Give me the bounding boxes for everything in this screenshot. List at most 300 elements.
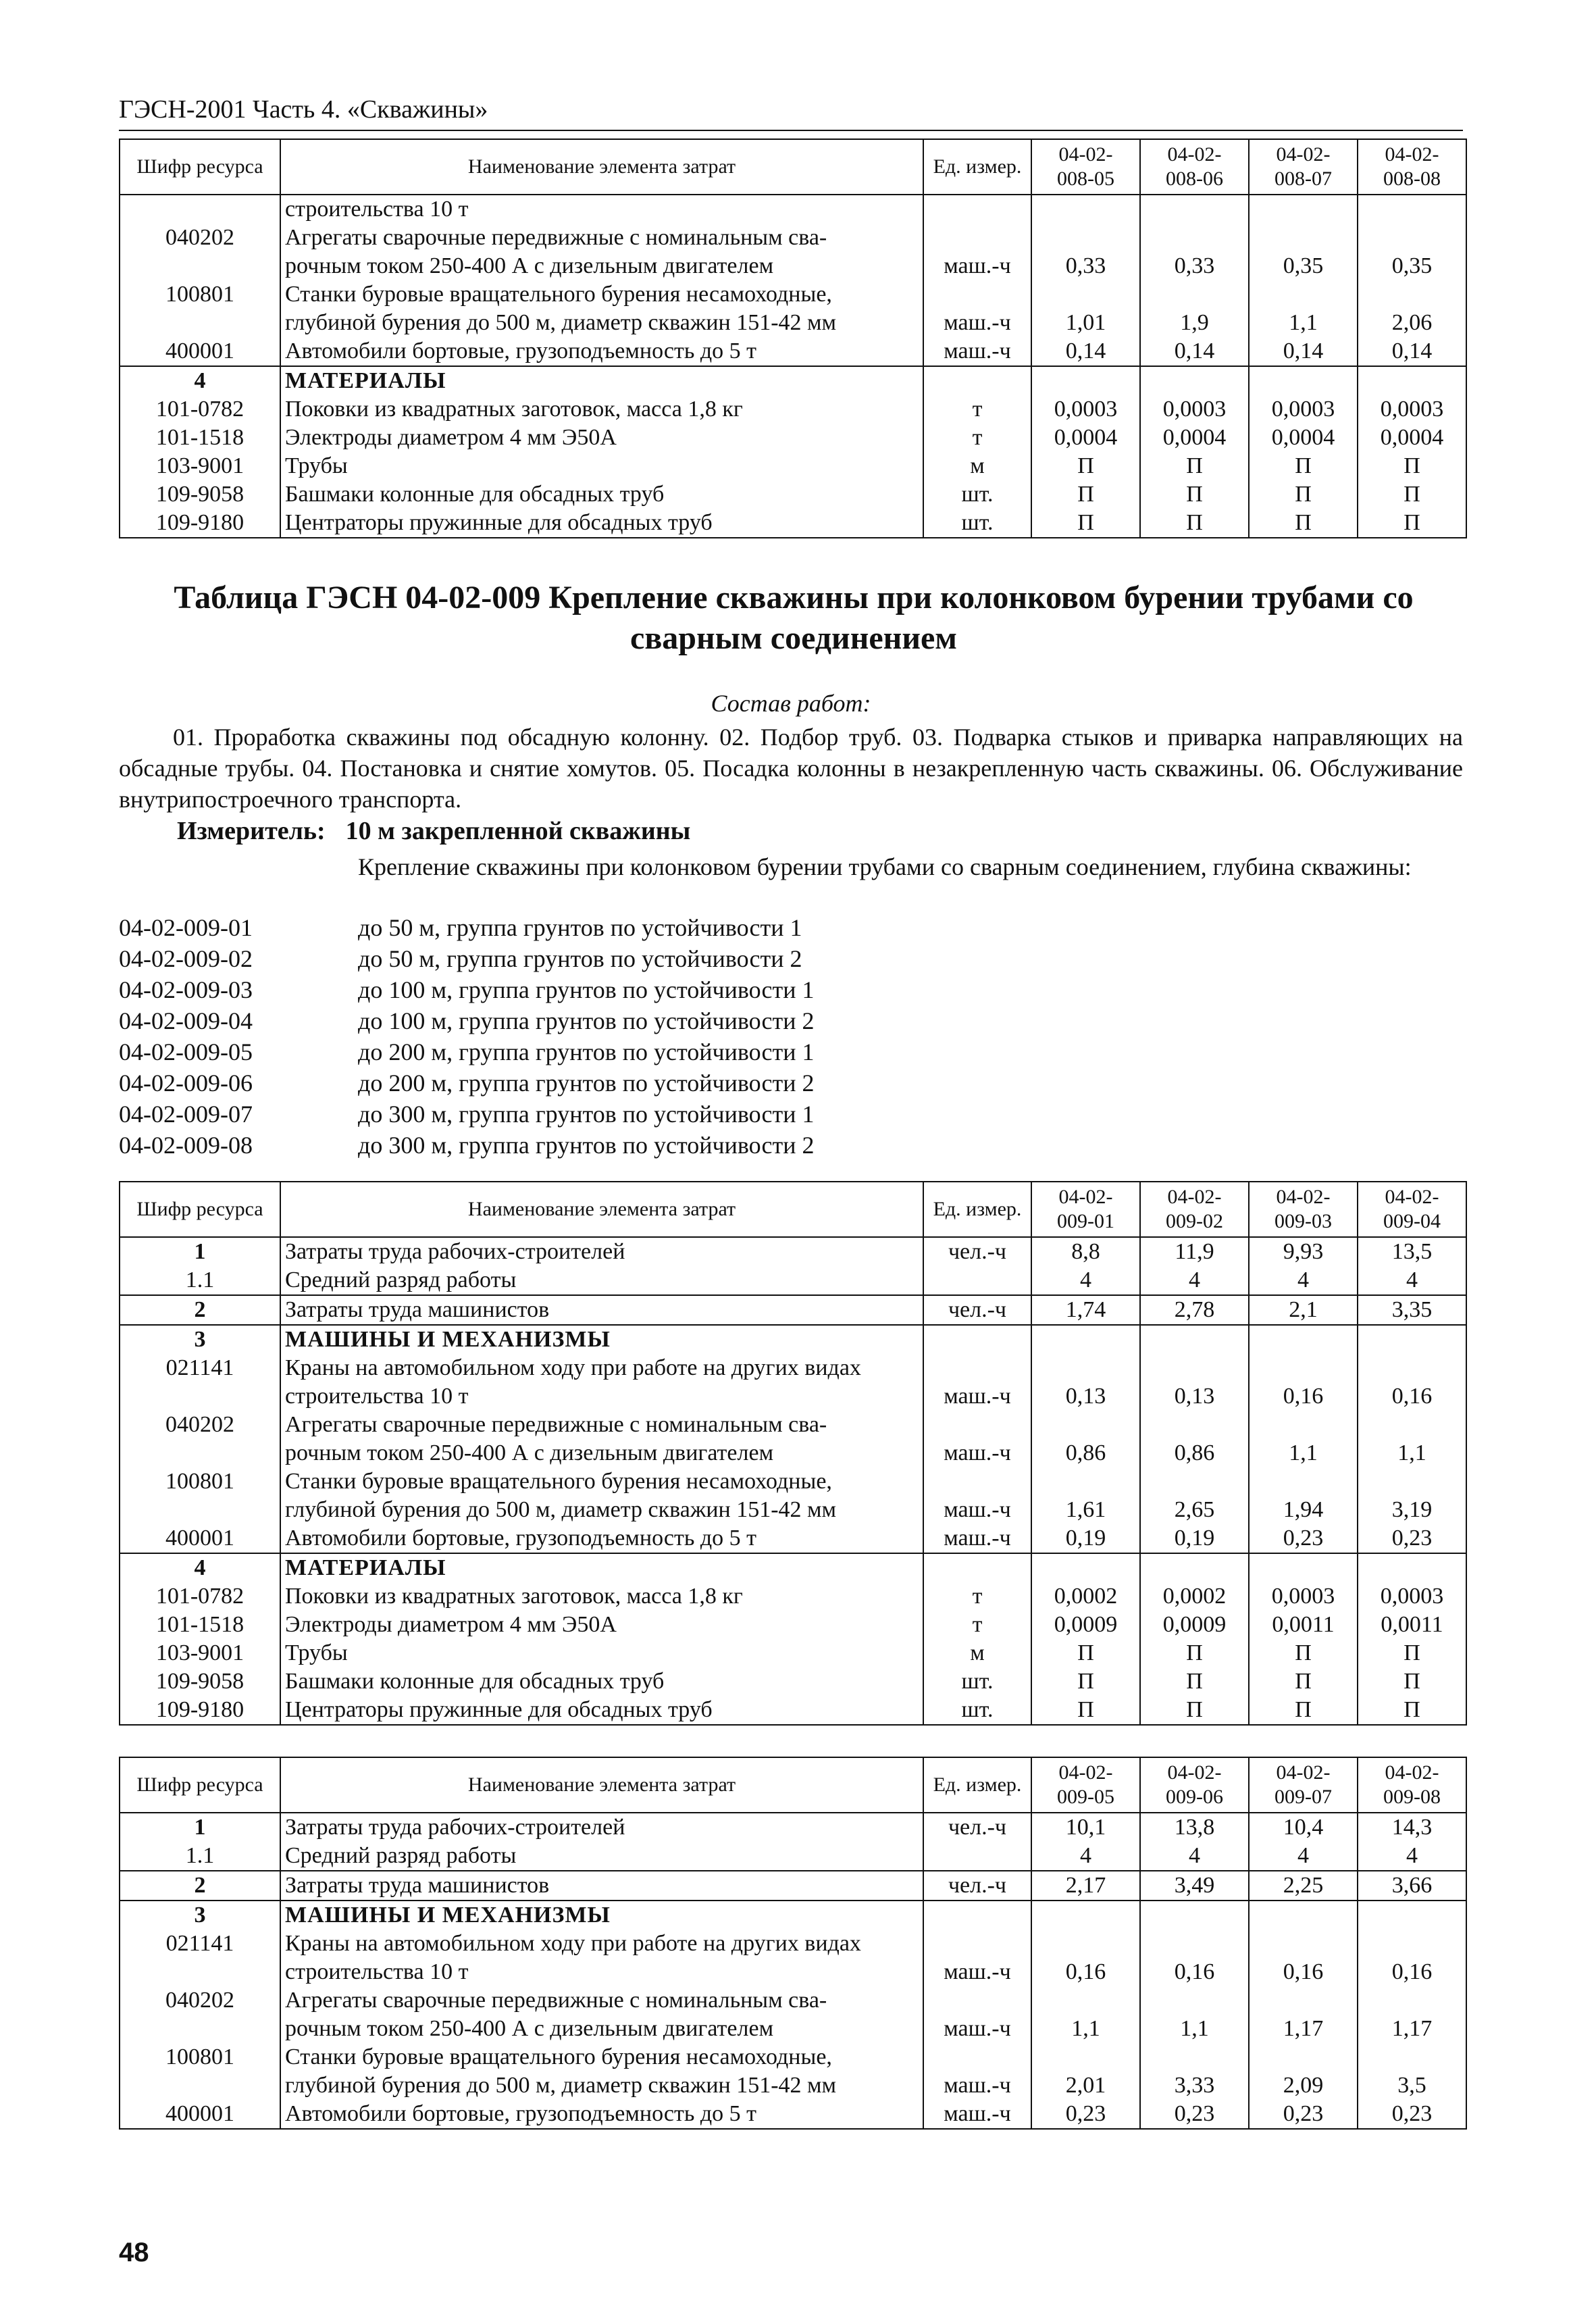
- header-norm-code: [1249, 139, 1358, 195]
- row-code: 1.1: [120, 1266, 280, 1295]
- row-value: 0,16: [1031, 1930, 1140, 1986]
- row-value: [1249, 1901, 1358, 1930]
- row-value: 0,23: [1249, 2100, 1358, 2129]
- row-value: 4: [1031, 1842, 1140, 1871]
- variant-code: 04-02-009-06: [119, 1070, 253, 1097]
- row-value: 0,13: [1031, 1354, 1140, 1411]
- row-unit: [923, 195, 1031, 224]
- row-value: 4: [1031, 1266, 1140, 1295]
- row-value: 0,16: [1249, 1930, 1358, 1986]
- header-code: Шифр ресурса: [120, 1182, 280, 1237]
- row-value: П: [1249, 452, 1358, 480]
- row-value: 3,33: [1140, 2043, 1249, 2100]
- row-value: 2,25: [1249, 1871, 1358, 1901]
- row-name: [280, 2043, 923, 2100]
- row-name: [280, 1354, 923, 1411]
- row-unit: [923, 1842, 1031, 1871]
- row-unit: маш.-ч: [923, 1930, 1031, 1986]
- row-value: П: [1249, 1667, 1358, 1696]
- row-code: 109-9180: [120, 1696, 280, 1725]
- row-value: 10,4: [1249, 1813, 1358, 1842]
- row-name: [280, 1611, 923, 1639]
- row-name-line: Затраты труда машинистов: [285, 1873, 550, 1898]
- row-value: 0,86: [1031, 1411, 1140, 1467]
- row-value: 0,14: [1358, 337, 1466, 366]
- row-value: 0,0009: [1031, 1611, 1140, 1639]
- row-value: 0,0004: [1249, 424, 1358, 452]
- variant-item: [119, 1005, 814, 1036]
- row-name-line: Средний разряд работы: [285, 1843, 517, 1868]
- row-name: [280, 480, 923, 509]
- table-row: [120, 1295, 1466, 1325]
- row-value: 0,0003: [1249, 395, 1358, 424]
- row-name-line: Электроды диаметром 4 мм Э50А: [285, 1612, 617, 1637]
- row-name-line: Поковки из квадратных заготовок, масса 1,8 кг: [285, 397, 743, 422]
- row-name-line: Затраты труда рабочих-строителей: [285, 1239, 625, 1264]
- row-name: [280, 1295, 923, 1325]
- row-value: 4: [1358, 1842, 1466, 1871]
- row-value: 0,0003: [1358, 395, 1466, 424]
- row-value: [1140, 1901, 1249, 1930]
- row-unit: маш.-ч: [923, 2100, 1031, 2129]
- variant-code: 04-02-009-01: [119, 914, 253, 941]
- row-value: П: [1031, 1696, 1140, 1725]
- variant-item: [119, 943, 814, 974]
- row-code: 109-9058: [120, 480, 280, 509]
- row-value: П: [1358, 1639, 1466, 1667]
- header-name: Наименование элемента затрат: [280, 139, 923, 195]
- row-name-line: Трубы: [285, 1640, 348, 1665]
- row-name-line: МАШИНЫ И МЕХАНИЗМЫ: [285, 1327, 611, 1352]
- header-norm-code-line: 009-07: [1275, 1786, 1332, 1808]
- row-unit: маш.-ч: [923, 280, 1031, 337]
- row-name: [280, 195, 923, 224]
- row-value: [1249, 366, 1358, 395]
- row-value: 0,19: [1140, 1524, 1249, 1553]
- row-code: 101-1518: [120, 1611, 280, 1639]
- row-value: 0,33: [1140, 224, 1249, 280]
- row-code: 4: [120, 1553, 280, 1582]
- row-unit: [923, 1901, 1031, 1930]
- row-name: [280, 1667, 923, 1696]
- row-value: 0,0003: [1031, 395, 1140, 424]
- header-norm-code: [1140, 1182, 1249, 1237]
- row-name-line: Электроды диаметром 4 мм Э50А: [285, 425, 617, 450]
- row-name-line: МАТЕРИАЛЫ: [285, 368, 446, 393]
- row-value: 0,0003: [1249, 1582, 1358, 1611]
- row-value: 0,23: [1031, 2100, 1140, 2129]
- header-norm-code-line: 04-02-: [1276, 1761, 1331, 1784]
- row-value: 0,0002: [1140, 1582, 1249, 1611]
- row-code: 4: [120, 366, 280, 395]
- variant-item: [119, 1036, 814, 1067]
- row-code: 400001: [120, 2100, 280, 2129]
- row-unit: чел.-ч: [923, 1813, 1031, 1842]
- row-value: 1,9: [1140, 280, 1249, 337]
- variant-item: [119, 912, 814, 943]
- table-row: [120, 1553, 1466, 1582]
- row-name: [280, 280, 923, 337]
- row-name: [280, 1524, 923, 1553]
- row-code: 1: [120, 1237, 280, 1266]
- row-code: 101-0782: [120, 395, 280, 424]
- measure-label: Измеритель:: [177, 817, 326, 845]
- row-unit: [923, 1325, 1031, 1354]
- row-value: 0,14: [1249, 337, 1358, 366]
- row-name: [280, 1901, 923, 1930]
- row-code: 100801: [120, 1467, 280, 1524]
- row-unit: чел.-ч: [923, 1237, 1031, 1266]
- row-name-line: Агрегаты сварочные передвижные с номинальным сва-: [285, 225, 827, 250]
- row-value: 2,17: [1031, 1871, 1140, 1901]
- row-name-line: строительства 10 т: [285, 1959, 469, 1984]
- row-unit: маш.-ч: [923, 337, 1031, 366]
- row-name: [280, 1325, 923, 1354]
- resource-table-008: [119, 139, 1467, 538]
- table-row: [120, 1842, 1466, 1871]
- table-row: [120, 1354, 1466, 1411]
- row-value: П: [1031, 1639, 1140, 1667]
- row-name-line: глубиной бурения до 500 м, диаметр скважин 151-42 мм: [285, 310, 837, 335]
- variants-list: [119, 912, 814, 1161]
- header-norm-code-line: 04-02-: [1385, 1186, 1439, 1208]
- row-value: 3,19: [1358, 1467, 1466, 1524]
- row-value: П: [1358, 509, 1466, 538]
- row-value: П: [1140, 1667, 1249, 1696]
- row-name-line: строительства 10 т: [285, 197, 469, 222]
- row-unit: шт.: [923, 1667, 1031, 1696]
- composition-text: 01. Проработка скважины под обсадную колонну. 02. Подбор труб. 03. Подварка стыков и приварка направляющих на обсадные трубы. 04. Постановка и снятие хомутов. 05. Посадка колонны в незакрепленную часть скважины. 06. Обслуживание внутрипостроечного транспорта.: [119, 724, 1463, 813]
- table-header-row: [120, 139, 1466, 195]
- variant-text: до 200 м, группа грунтов по устойчивости 2: [358, 1070, 815, 1097]
- row-value: 2,09: [1249, 2043, 1358, 2100]
- row-value: 0,35: [1249, 224, 1358, 280]
- variant-item: [119, 1099, 814, 1130]
- row-name-line: МАШИНЫ И МЕХАНИЗМЫ: [285, 1903, 611, 1928]
- row-name: [280, 1986, 923, 2043]
- row-unit: маш.-ч: [923, 1986, 1031, 2043]
- row-value: [1140, 1325, 1249, 1354]
- row-value: 1,74: [1031, 1295, 1140, 1325]
- row-name: [280, 1639, 923, 1667]
- row-value: 11,9: [1140, 1237, 1249, 1266]
- row-value: П: [1249, 1639, 1358, 1667]
- page-header: ГЭСН-2001 Часть 4. «Скважины»: [119, 89, 1463, 131]
- row-name-line: Центраторы пружинные для обсадных труб: [285, 1697, 713, 1722]
- row-value: [1140, 195, 1249, 224]
- row-unit: м: [923, 1639, 1031, 1667]
- table-row: [120, 452, 1466, 480]
- variant-text: до 300 м, группа грунтов по устойчивости 2: [358, 1132, 815, 1159]
- header-norm-code: [1031, 1182, 1140, 1237]
- row-unit: маш.-ч: [923, 1411, 1031, 1467]
- row-name-line: Краны на автомобильном ходу при работе на других видах: [285, 1931, 861, 1956]
- row-value: П: [1358, 1696, 1466, 1725]
- row-unit: т: [923, 395, 1031, 424]
- row-value: 1,1: [1358, 1411, 1466, 1467]
- row-value: П: [1358, 480, 1466, 509]
- row-value: П: [1249, 509, 1358, 538]
- row-value: 3,66: [1358, 1871, 1466, 1901]
- row-value: [1031, 1901, 1140, 1930]
- row-unit: маш.-ч: [923, 224, 1031, 280]
- header-norm-code-line: 008-05: [1057, 168, 1114, 190]
- row-value: П: [1140, 480, 1249, 509]
- row-code: 109-9180: [120, 509, 280, 538]
- row-code: 040202: [120, 1986, 280, 2043]
- table-row: [120, 1325, 1466, 1354]
- row-unit: шт.: [923, 480, 1031, 509]
- table-row: [120, 1696, 1466, 1725]
- row-value: 4: [1249, 1266, 1358, 1295]
- resource-table-009-05-08: [119, 1757, 1467, 2130]
- row-value: 0,0003: [1140, 395, 1249, 424]
- row-name: [280, 1696, 923, 1725]
- row-name: [280, 1411, 923, 1467]
- header-norm-code: [1140, 1757, 1249, 1813]
- row-value: 0,0011: [1358, 1611, 1466, 1639]
- measure-value: 10 м закрепленной скважины: [345, 817, 691, 845]
- table-row: [120, 1411, 1466, 1467]
- header-unit: Ед. измер.: [923, 1757, 1031, 1813]
- row-value: 4: [1358, 1266, 1466, 1295]
- variant-text: до 100 м, группа грунтов по устойчивости 1: [358, 976, 815, 1003]
- variant-code: 04-02-009-07: [119, 1101, 253, 1128]
- row-code: 1.1: [120, 1842, 280, 1871]
- header-norm-code-line: 008-06: [1166, 168, 1223, 190]
- table-row: [120, 1667, 1466, 1696]
- header-norm-code: [1249, 1182, 1358, 1237]
- header-name: Наименование элемента затрат: [280, 1182, 923, 1237]
- row-unit: [923, 366, 1031, 395]
- header-norm-code-line: 04-02-: [1058, 1761, 1113, 1784]
- table-row: [120, 2100, 1466, 2129]
- row-value: 0,14: [1140, 337, 1249, 366]
- row-unit: т: [923, 1582, 1031, 1611]
- row-name-line: строительства 10 т: [285, 1384, 469, 1409]
- row-code: 103-9001: [120, 452, 280, 480]
- row-name-line: Средний разряд работы: [285, 1267, 517, 1292]
- row-value: [1358, 1325, 1466, 1354]
- row-code: 101-0782: [120, 1582, 280, 1611]
- header-norm-code: [1358, 139, 1466, 195]
- table-header-row: [120, 1757, 1466, 1813]
- table-row: [120, 1237, 1466, 1266]
- row-value: 0,0004: [1358, 424, 1466, 452]
- row-value: 1,94: [1249, 1467, 1358, 1524]
- variant-code: 04-02-009-05: [119, 1038, 253, 1065]
- row-unit: шт.: [923, 509, 1031, 538]
- header-norm-code-line: 04-02-: [1276, 1186, 1331, 1208]
- header-norm-code-line: 04-02-: [1167, 1186, 1222, 1208]
- row-code: 2: [120, 1295, 280, 1325]
- row-value: 0,16: [1140, 1930, 1249, 1986]
- row-code: 103-9001: [120, 1639, 280, 1667]
- header-norm-code-line: 04-02-: [1385, 1761, 1439, 1784]
- row-unit: шт.: [923, 1696, 1031, 1725]
- header-norm-code: [1031, 139, 1140, 195]
- table-row: [120, 1639, 1466, 1667]
- row-name: [280, 452, 923, 480]
- row-value: 0,0009: [1140, 1611, 1249, 1639]
- table-row: [120, 1986, 1466, 2043]
- header-norm-code-line: 009-01: [1057, 1210, 1114, 1232]
- row-name: [280, 424, 923, 452]
- row-name: [280, 1582, 923, 1611]
- header-norm-code: [1249, 1757, 1358, 1813]
- row-unit: т: [923, 424, 1031, 452]
- row-code: 3: [120, 1901, 280, 1930]
- table-row: [120, 480, 1466, 509]
- row-value: П: [1358, 452, 1466, 480]
- row-value: П: [1031, 452, 1140, 480]
- table-row: [120, 1611, 1466, 1639]
- header-norm-code-line: 009-06: [1166, 1786, 1223, 1808]
- row-code: 109-9058: [120, 1667, 280, 1696]
- header-norm-code-line: 04-02-: [1058, 1186, 1113, 1208]
- row-code: 100801: [120, 280, 280, 337]
- table-title-line2: сварным соединением: [630, 620, 957, 656]
- table-row: [120, 195, 1466, 224]
- row-value: 1,1: [1031, 1986, 1140, 2043]
- header-norm-code-line: 04-02-: [1058, 143, 1113, 166]
- row-value: [1249, 1325, 1358, 1354]
- row-value: 0,19: [1031, 1524, 1140, 1553]
- row-value: 4: [1249, 1842, 1358, 1871]
- header-norm-code: [1358, 1757, 1466, 1813]
- row-name: [280, 1467, 923, 1524]
- row-value: П: [1140, 452, 1249, 480]
- row-value: 0,0004: [1031, 424, 1140, 452]
- row-name: [280, 395, 923, 424]
- row-name: [280, 2100, 923, 2129]
- table-row: [120, 1467, 1466, 1524]
- row-name-line: Башмаки колонные для обсадных труб: [285, 482, 665, 507]
- page-number: 48: [119, 2238, 149, 2267]
- variant-text: до 100 м, группа грунтов по устойчивости 2: [358, 1007, 815, 1034]
- header-norm-code-line: 04-02-: [1167, 143, 1222, 166]
- row-name: [280, 1871, 923, 1901]
- row-value: 14,3: [1358, 1813, 1466, 1842]
- row-name-line: Автомобили бортовые, грузоподъемность до 5 т: [285, 338, 757, 363]
- row-name-line: глубиной бурения до 500 м, диаметр скважин 151-42 мм: [285, 2073, 837, 2098]
- row-name-line: глубиной бурения до 500 м, диаметр скважин 151-42 мм: [285, 1497, 837, 1522]
- row-value: 3,35: [1358, 1295, 1466, 1325]
- row-name: [280, 337, 923, 366]
- row-value: П: [1031, 480, 1140, 509]
- row-value: [1140, 366, 1249, 395]
- row-value: П: [1031, 1667, 1140, 1696]
- row-name-line: рочным током 250-400 А с дизельным двигателем: [285, 1440, 774, 1465]
- row-name-line: Станки буровые вращательного бурения несамоходные,: [285, 282, 832, 307]
- row-unit: маш.-ч: [923, 1467, 1031, 1524]
- variant-text: до 50 м, группа грунтов по устойчивости 1: [358, 914, 802, 941]
- row-value: 0,86: [1140, 1411, 1249, 1467]
- table-row: [120, 1901, 1466, 1930]
- table-row: [120, 366, 1466, 395]
- row-unit: т: [923, 1611, 1031, 1639]
- row-value: П: [1140, 1639, 1249, 1667]
- row-value: 1,17: [1358, 1986, 1466, 2043]
- variants-intro: Крепление скважины при колонковом бурении трубами со сварным соединением, глубина скважины:: [358, 853, 1412, 880]
- table-title-line1: Таблица ГЭСН 04-02-009 Крепление скважины при колонковом бурении трубами со: [174, 580, 1414, 615]
- table-row: [120, 395, 1466, 424]
- row-value: [1358, 195, 1466, 224]
- row-value: П: [1140, 1696, 1249, 1725]
- header-norm-code: [1031, 1757, 1140, 1813]
- header-norm-code-line: 04-02-: [1385, 143, 1439, 166]
- row-value: 2,65: [1140, 1467, 1249, 1524]
- row-value: 1,1: [1140, 1986, 1249, 2043]
- row-unit: м: [923, 452, 1031, 480]
- row-name-line: Башмаки колонные для обсадных труб: [285, 1669, 665, 1694]
- row-value: 1,1: [1249, 280, 1358, 337]
- header-norm-code: [1358, 1182, 1466, 1237]
- row-value: 4: [1140, 1842, 1249, 1871]
- row-value: 0,16: [1358, 1354, 1466, 1411]
- row-value: [1249, 1553, 1358, 1582]
- table-row: [120, 337, 1466, 366]
- row-value: 2,1: [1249, 1295, 1358, 1325]
- table-header-row: [120, 1182, 1466, 1237]
- row-unit: [923, 1553, 1031, 1582]
- variant-item: [119, 1067, 814, 1099]
- table-row: [120, 1871, 1466, 1901]
- row-code: [120, 195, 280, 224]
- header-norm-code-line: 008-07: [1275, 168, 1332, 190]
- row-name-line: Центраторы пружинные для обсадных труб: [285, 510, 713, 535]
- variant-code: 04-02-009-02: [119, 945, 253, 972]
- row-name: [280, 1813, 923, 1842]
- row-name-line: Станки буровые вращательного бурения несамоходные,: [285, 2044, 832, 2069]
- header-norm-code-line: 008-08: [1383, 168, 1441, 190]
- header-norm-code-line: 04-02-: [1276, 143, 1331, 166]
- row-name: [280, 224, 923, 280]
- table-row: [120, 509, 1466, 538]
- row-value: [1358, 1901, 1466, 1930]
- header-unit: Ед. измер.: [923, 139, 1031, 195]
- row-value: 4: [1140, 1266, 1249, 1295]
- variant-text: до 200 м, группа грунтов по устойчивости 1: [358, 1038, 815, 1065]
- row-name-line: рочным током 250-400 А с дизельным двигателем: [285, 253, 774, 278]
- row-value: 1,61: [1031, 1467, 1140, 1524]
- row-value: [1358, 366, 1466, 395]
- row-value: 13,5: [1358, 1237, 1466, 1266]
- row-unit: маш.-ч: [923, 2043, 1031, 2100]
- variant-text: до 300 м, группа грунтов по устойчивости 1: [358, 1101, 815, 1128]
- row-code: 400001: [120, 337, 280, 366]
- header-name: Наименование элемента затрат: [280, 1757, 923, 1813]
- row-code: 2: [120, 1871, 280, 1901]
- row-value: [1031, 1325, 1140, 1354]
- row-name: [280, 1237, 923, 1266]
- row-value: [1031, 1553, 1140, 1582]
- row-code: 400001: [120, 1524, 280, 1553]
- row-value: [1031, 195, 1140, 224]
- row-value: 1,17: [1249, 1986, 1358, 2043]
- row-code: 040202: [120, 224, 280, 280]
- row-value: 2,01: [1031, 2043, 1140, 2100]
- row-value: [1249, 195, 1358, 224]
- row-name-line: Станки буровые вращательного бурения несамоходные,: [285, 1469, 832, 1494]
- table-title: [101, 578, 1486, 659]
- measure: [177, 816, 690, 846]
- row-value: 3,49: [1140, 1871, 1249, 1901]
- row-value: 0,33: [1031, 224, 1140, 280]
- row-name-line: Затраты труда рабочих-строителей: [285, 1815, 625, 1840]
- row-value: П: [1249, 1696, 1358, 1725]
- resource-table-009-01-04: [119, 1181, 1467, 1726]
